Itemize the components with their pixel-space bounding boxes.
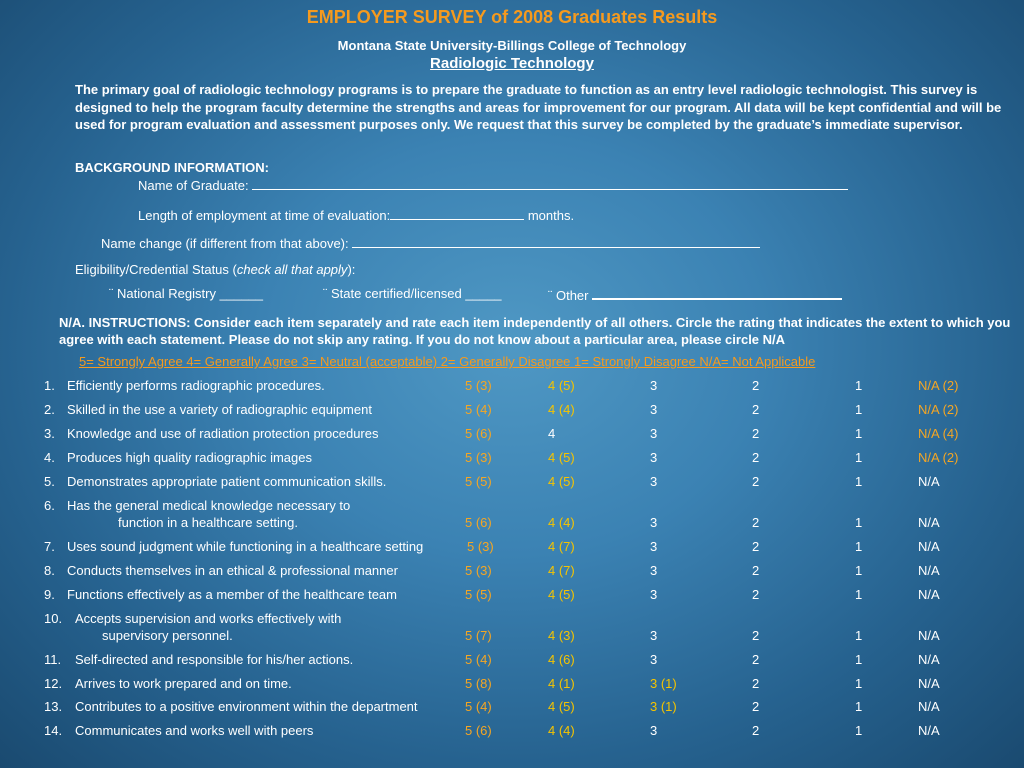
rating-1: 1 (855, 378, 863, 393)
rating-1: 1 (855, 723, 863, 738)
checkbox-icon: ¨ (323, 286, 328, 301)
eligibility-label: Eligibility/Credential Status ( (75, 262, 237, 277)
rating-1: 1 (855, 426, 863, 441)
rating-na: N/A (2) (918, 378, 959, 393)
option-label: National Registry ______ (116, 286, 263, 301)
survey-item (0, 611, 1024, 651)
eligibility-end: ): (347, 262, 356, 277)
rating-2: 2 (752, 378, 760, 393)
rating-1: 1 (855, 699, 863, 714)
name-change-line (352, 235, 760, 248)
rating-2: 2 (752, 652, 760, 667)
item-number: 5. (44, 474, 55, 489)
rating-na: N/A (2) (918, 450, 959, 465)
item-number: 3. (44, 426, 55, 441)
option-state-certified (323, 286, 502, 301)
rating-4: 4 (7) (548, 539, 575, 554)
item-text: Functions effectively as a member of the healthcare team (67, 587, 397, 602)
item-number: 6. (44, 498, 55, 513)
rating-2: 2 (752, 515, 760, 530)
survey-item (0, 723, 1024, 763)
program-title: Radiologic Technology (430, 55, 594, 72)
rating-legend: 5= Strongly Agree 4= Generally Agree 3= Neutral (acceptable) 2= Generally Disagree 1= Strongly Disagree N/A= Not Applicable (79, 354, 816, 369)
rating-5: 5 (6) (465, 515, 492, 530)
item-text: Conducts themselves in an ethical & professional manner (67, 563, 398, 578)
option-other (548, 286, 842, 303)
rating-1: 1 (855, 676, 863, 691)
rating-3: 3 (650, 450, 658, 465)
rating-4: 4 (5) (548, 587, 575, 602)
rating-3: 3 (650, 539, 658, 554)
graduate-name-field (138, 177, 848, 193)
item-number: 11. (44, 652, 62, 667)
rating-4: 4 (5) (548, 474, 575, 489)
rating-3: 3 (650, 474, 658, 489)
rating-3: 3 (650, 426, 658, 441)
option-national-registry (109, 286, 263, 301)
intro-paragraph: The primary goal of radiologic technology programs is to prepare the graduate to function as an entry level radiologic technologist. This survey is designed to help the program faculty determine the strengths and areas for improvement for our program. All data will be kept confidential and will be used for program evaluation and assessment purposes only. We request that this survey be completed by the graduate’s immediate supervisor. (75, 82, 1002, 133)
item-text: Knowledge and use of radiation protection procedures (67, 426, 379, 441)
item-number: 13. (44, 699, 63, 714)
option-label: Other (555, 288, 589, 303)
rating-4: 4 (4) (548, 515, 575, 530)
rating-4: 4 (4) (548, 723, 575, 738)
item-text: Arrives to work prepared and on time. (75, 676, 292, 691)
rating-4: 4 (4) (548, 402, 575, 417)
rating-2: 2 (752, 587, 760, 602)
item-number: 2. (44, 402, 55, 417)
rating-1: 1 (855, 450, 863, 465)
rating-3: 3 (650, 587, 658, 602)
rating-5: 5 (3) (465, 563, 492, 578)
rating-na: N/A (4) (918, 426, 959, 441)
institution-subtitle: Montana State University-Billings College of Technology (337, 38, 687, 53)
rating-5: 5 (8) (465, 676, 492, 691)
rating-1: 1 (855, 628, 863, 643)
item-number: 12. (44, 676, 63, 691)
employment-length-line (390, 207, 524, 220)
rating-4: 4 (1) (548, 676, 575, 691)
eligibility-status (75, 262, 355, 277)
rating-3: 3 (650, 402, 658, 417)
item-text-continued: supervisory personnel. (102, 628, 233, 643)
item-text: Efficiently performs radiographic procedures. (67, 378, 325, 393)
rating-na: N/A (918, 699, 940, 714)
item-number: 14. (44, 723, 63, 738)
rating-2: 2 (752, 450, 760, 465)
background-heading: BACKGROUND INFORMATION: (75, 160, 270, 175)
rating-na: N/A (918, 563, 940, 578)
rating-1: 1 (855, 652, 863, 667)
rating-4: 4 (5) (548, 699, 575, 714)
rating-5: 5 (3) (465, 450, 492, 465)
rating-na: N/A (918, 676, 940, 691)
checkbox-icon: ¨ (109, 286, 114, 301)
item-text-continued: function in a healthcare setting. (118, 515, 298, 530)
rating-na: N/A (918, 723, 940, 738)
rating-4: 4 (5) (548, 450, 575, 465)
rating-na: N/A (918, 628, 940, 643)
rating-3: 3 (1) (650, 699, 677, 714)
option-label: State certified/licensed _____ (330, 286, 502, 301)
rating-5: 5 (4) (465, 699, 492, 714)
rating-1: 1 (855, 474, 863, 489)
instructions: N/A. INSTRUCTIONS: Consider each item separately and rate each item independently of all others. Circle the rating that indicates the extent to which you agree with each statement. Please do not skip any rating. If you do not know about a particular area, please circle N/A (59, 315, 1011, 347)
rating-2: 2 (752, 402, 760, 417)
rating-na: N/A (2) (918, 402, 959, 417)
name-change-field (101, 235, 760, 251)
rating-1: 1 (855, 539, 863, 554)
rating-3: 3 (650, 723, 658, 738)
item-text: Produces high quality radiographic images (67, 450, 312, 465)
rating-3: 3 (650, 378, 658, 393)
item-number: 9. (44, 587, 55, 602)
rating-4: 4 (548, 426, 556, 441)
item-text: Uses sound judgment while functioning in a healthcare setting (67, 539, 424, 554)
rating-5: 5 (5) (465, 587, 492, 602)
rating-4: 4 (3) (548, 628, 575, 643)
rating-5: 5 (7) (465, 628, 492, 643)
item-text: Communicates and works well with peers (75, 723, 314, 738)
rating-2: 2 (752, 426, 760, 441)
survey-item (0, 498, 1024, 538)
item-text: Self-directed and responsible for his/her actions. (75, 652, 354, 667)
rating-2: 2 (752, 723, 760, 738)
rating-3: 3 (650, 563, 658, 578)
employment-length-suffix: months. (527, 208, 575, 223)
item-number: 10. (44, 611, 63, 626)
employment-length-label: Length of employment at time of evaluation: (138, 208, 391, 223)
name-change-label: Name change (if different from that above): (101, 236, 349, 251)
rating-2: 2 (752, 563, 760, 578)
eligibility-hint: check all that apply (236, 262, 348, 277)
rating-1: 1 (855, 587, 863, 602)
checkbox-icon: ¨ (548, 288, 553, 303)
rating-3: 3 (650, 515, 658, 530)
graduate-name-label: Name of Graduate: (138, 178, 249, 193)
rating-2: 2 (752, 628, 760, 643)
rating-5: 5 (3) (467, 539, 494, 554)
rating-3: 3 (650, 628, 658, 643)
item-number: 4. (44, 450, 55, 465)
item-number: 1. (44, 378, 55, 393)
rating-2: 2 (752, 539, 760, 554)
rating-5: 5 (6) (465, 723, 492, 738)
rating-4: 4 (7) (548, 563, 575, 578)
rating-1: 1 (855, 402, 863, 417)
rating-4: 4 (5) (548, 378, 575, 393)
item-text: Skilled in the use a variety of radiographic equipment (67, 402, 372, 417)
rating-na: N/A (918, 652, 940, 667)
rating-3: 3 (1) (650, 676, 677, 691)
item-text: Contributes to a positive environment within the department (75, 699, 418, 714)
rating-na: N/A (918, 539, 940, 554)
item-text: Demonstrates appropriate patient communication skills. (67, 474, 387, 489)
item-number: 7. (44, 539, 55, 554)
rating-5: 5 (3) (465, 378, 492, 393)
rating-4: 4 (6) (548, 652, 575, 667)
graduate-name-line (252, 177, 848, 190)
rating-na: N/A (918, 474, 940, 489)
rating-5: 5 (4) (465, 652, 492, 667)
rating-5: 5 (6) (465, 426, 492, 441)
item-text: Accepts supervision and works effectively with (75, 611, 342, 626)
rating-2: 2 (752, 699, 760, 714)
item-text: Has the general medical knowledge necessary to (67, 498, 351, 513)
item-number: 8. (44, 563, 55, 578)
other-line (592, 286, 842, 300)
employment-length-field (138, 207, 574, 223)
rating-2: 2 (752, 474, 760, 489)
rating-1: 1 (855, 515, 863, 530)
rating-3: 3 (650, 652, 658, 667)
rating-5: 5 (5) (465, 474, 492, 489)
rating-1: 1 (855, 563, 863, 578)
rating-na: N/A (918, 587, 940, 602)
rating-na: N/A (918, 515, 940, 530)
rating-2: 2 (752, 676, 760, 691)
page-title: EMPLOYER SURVEY of 2008 Graduates Results (306, 7, 718, 27)
rating-5: 5 (4) (465, 402, 492, 417)
